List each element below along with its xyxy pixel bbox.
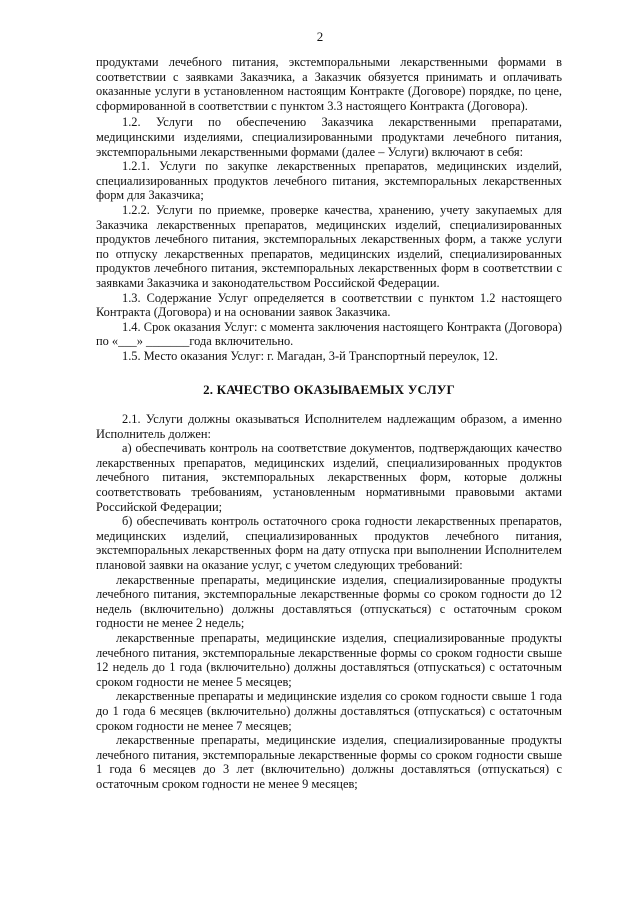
paragraph-2-1-a: а) обеспечивать контроль на соответствие документов, подтверждающих качество лекарственных препаратов, медицинских изделий, специализированных продуктов лечебного питания, экстемпоральных лекарственных форм, которые должны соответствовать требованиям, установленным нормативными правовыми актами Российской Федерации; [96,441,562,514]
paragraph-1-2: 1.2. Услуги по обеспечению Заказчика лекарственными препаратами, медицинскими изделиями, специализированными продуктами лечебного питания, экстемпоральными лекарственными формами (далее – Услуги) включают в себя: [96,115,562,159]
paragraph-1-4: 1.4. Срок оказания Услуг: с момента заключения настоящего Контракта (Договора) по «___» _______года включительно. [96,319,562,349]
paragraph-1-5: 1.5. Место оказания Услуг: г. Магадан, 3-й Транспортный переулок, 12. [122,348,498,363]
document-body [96,55,562,792]
section-heading-2: 2. КАЧЕСТВО ОКАЗЫВАЕМЫХ УСЛУГ [203,382,455,398]
paragraph-1-3: 1.3. Содержание Услуг определяется в соответствии с пунктом 1.2 настоящего Контракта (Договора) и на основании заявок Заказчика. [96,290,562,320]
paragraph-1-2-2: 1.2.2. Услуги по приемке, проверке качества, хранению, учету закупаемых для Заказчика лекарственных препаратов, медицинских изделий, специализированных продуктов лечебного питания, экстемпоральных лекарственных форм, а также услуги по отпуску лекарственных препаратов, медицинских изделий, специализированных продуктов лечебного питания, экстемпоральных лекарственных форм в соответствии с заявками Заказчика и законодательством Российской Федерации. [96,202,562,290]
requirement-item-2: лекарственные препараты, медицинские изделия, специализированные продукты лечебного питания, экстемпоральные лекарственные формы со сроком годности свыше 12 недель до 1 года (включительно) должны доставляться (отпускаться) с остаточным сроком годности не менее 5 месяцев; [96,630,562,689]
requirement-item-3: лекарственные препараты и медицинские изделия со сроком годности свыше 1 года до 1 года 6 месяцев (включительно) должны доставляться (отпускаться) с остаточным сроком годности не менее 7 месяцев; [96,689,562,733]
page-number: 2 [316,29,324,44]
paragraph-1-2-1: 1.2.1. Услуги по закупке лекарственных препаратов, медицинских изделий, специализированных продуктов лечебного питания, экстемпоральных лекарственных форм для Заказчика; [96,159,562,203]
requirement-item-1: лекарственные препараты, медицинские изделия, специализированные продукты лечебного питания, экстемпоральные лекарственные формы со сроком годности до 12 недель (включительно) должны доставляться (отпускаться) с остаточным сроком годности не менее 2 недель; [96,572,562,631]
paragraph-2-1-b: б) обеспечивать контроль остаточного срока годности лекарственных препаратов, медицинских изделий, специализированных продуктов лечебного питания, экстемпоральных лекарственных форм на дату отпуска при выполнении Исполнителем плановой заявки на оказание услуг, с учетом следующих требований: [96,514,562,572]
requirement-item-4: лекарственные препараты, медицинские изделия, специализированные продукты лечебного питания, экстемпоральные лекарственные формы со сроком годности свыше 1 года 6 месяцев до 3 лет (включительно) должны доставляться (отпускаться) с остаточным сроком годности не менее 9 месяцев; [96,733,562,791]
paragraph-2-1: 2.1. Услуги должны оказываться Исполнителем надлежащим образом, а именно Исполнитель должен: [96,412,562,441]
paragraph-contract-subject-cont: продуктами лечебного питания, экстемпоральными лекарственными формами в соответствии с заявками Заказчика, а Заказчик обязуется принимать и оплачивать оказанные услуги в установленном настоящим Контракте (Договоре) порядке, по цене, сформированной в соответствии с пунктом 3.3 настоящего Контракта (Договора). [96,55,562,113]
